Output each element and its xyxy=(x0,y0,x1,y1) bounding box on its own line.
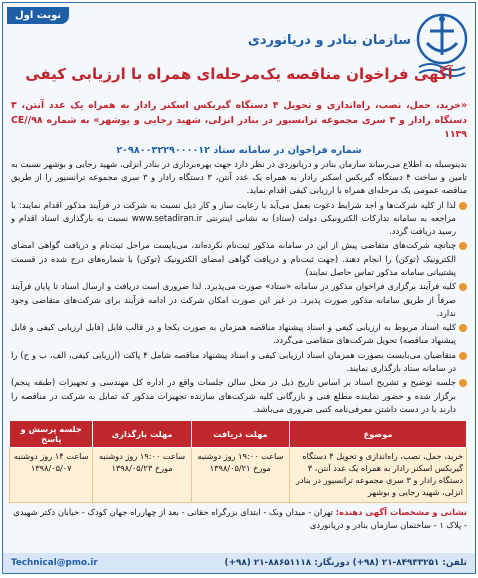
cell-upload-deadline: ساعت ۱۹:۰۰ روز دوشنبه مورخ ۱۳۹۸/۰۵/۲۳ xyxy=(93,448,191,503)
advertisement-page xyxy=(2,2,476,574)
list-item: کلیه فرآیند برگزاری فراخوان مذکور در سامانه «ستاد» صورت می‌پذیرد. لذا ضروری است دریافت و ارسال اسناد تا پایان فرآیند صرفاً از طریق سامانه مذکور صورت پذیرد. در غیر این صورت امکان شرکت در ادامه فرآیند برای شرکت‌های متقاضی وجود ندارد. xyxy=(11,280,467,320)
address-label: نشانی و مشخصات آگهی دهنده: xyxy=(335,506,467,517)
tender-number: شماره فراخوان در سامانه ستاد ۲۰۹۸۰۰۳۲۲۹۰۰۰۰۱۲ xyxy=(116,144,362,156)
header xyxy=(3,3,475,99)
list-item: متقاضیان می‌بایست بصورت همزمان اسناد ارزیابی کیفی و اسناد پیشنهاد مناقصه شامل ۴ پاکت (ارزیابی کیفی، الف، ب و ج) را در سامانه ستاد بارگذاری نمایند. xyxy=(11,349,467,376)
list-item: جلسه توضیح و تشریح اسناد بر اساس تاریخ ذیل در محل سالن جلسات واقع در اداره کل مهندسی و تجهیزات (طبقه پنجم) برگزار شده و حضور نماینده مطلع فنی و بازرگانی کلیه شرکت‌های سازنده تجهیزات مذکور که تمایل به شرکت در مناقصه را دارند با در دست داشتن معرفی‌نامه کتبی ضروری می‌باشد. xyxy=(11,376,467,416)
header-qa-meeting: جلسه پرسش و پاسخ xyxy=(10,421,93,448)
header-upload-deadline: مهلت بارگذاری xyxy=(93,421,191,448)
bullet-icon xyxy=(459,324,467,332)
phone-fax: تلفن: ۸۴۹۳۳۲۵۱-۲۱ (۹۸+) دورنگار: ۸۸۶۵۱۱۱۸-۲۱ (۹۸+) xyxy=(224,558,467,568)
bullet-icon xyxy=(459,283,467,291)
cell-qa-meeting: ساعت ۱۴ روز دوشنبه ۱۳۹۸/۰۵/۰۷ xyxy=(10,448,93,503)
bullet-icon xyxy=(459,379,467,387)
tender-subtitle: «خرید، حمل، نصب، راه‌اندازی و تحویل ۴ دستگاه گیربکس اسکنر رادار به همراه یک عدد آنتن، ۳ دستگاه رادار و ۳ سری مجموعه ترانسیور در بنادر انزلی، شهید رجایی و بوشهر» به شماره ۹۸/CE/۱۱۳۹ xyxy=(11,100,468,141)
table-row xyxy=(10,448,467,503)
organization-name: سازمان بنادر و دریانوردی xyxy=(247,33,411,48)
list-item: چنانچه شرکت‌های متقاضی پیش از این در سامانه مذکور ثبت‌نام نکرده‌اند، می‌بایست مراحل ثبت‌نام و دریافت گواهی امضای الکترونیک (توکن) را انجام دهند. (جهت ثبت‌نام و دریافت گواهی امضای الکترونیک (توکن) با شماره‌های درج شده در قسمت پشتیبانی سامانه مذکور تماس حاصل نمایند) xyxy=(11,239,467,279)
advertiser-address xyxy=(11,506,467,532)
address-text: تهران - میدان ونک - ابتدای بزرگراه حقانی - بعد از چهارراه جهان کودک - خیابان دکتر شهیدی - پلاک ۱ - ساختمان سازمان بنادر و دریانوردی xyxy=(13,506,467,530)
email-link[interactable]: Technical@pmo.ir xyxy=(11,558,98,568)
intro-paragraph: بدینوسیله به اطلاع می‌رساند سازمان بنادر و دریانوردی در نظر دارد جهت بهره‌برداری در بنادر انزلی، شهید رجایی و بوشهر نسبت به تامین و ساخت ۴ دستگاه گیربکس اسکنر رادار به همراه یک عدد آنتن، ۳ دستگاه رادار و ۳ سری مجموعه ترانسیور را از طریق مناقصه عمومی یک مرحله‌ای همراه با ارزیابی کیفی اقدام نماید. xyxy=(11,158,467,196)
header-receive-deadline: مهلت دریافت xyxy=(191,421,289,448)
bullet-icon xyxy=(459,202,467,210)
bullet-icon xyxy=(459,242,467,250)
page-title: آگهی فراخوان مناقصه یک‌مرحله‌ای همراه با ارزیابی کیفی xyxy=(25,65,453,83)
first-notice-badge: نوبت اول xyxy=(7,7,69,24)
schedule-table xyxy=(9,420,467,503)
header-subject: موضوع xyxy=(290,421,467,448)
bullet-icon xyxy=(459,352,467,360)
announcement-body xyxy=(11,158,467,416)
cell-subject: خرید، حمل، نصب، راه‌اندازی و تحویل ۴ دستگاه گیربکس اسکنر رادار به همراه یک عدد آنتن، ۳ دستگاه رادار و ۳ سری مجموعه ترانسیور در بنادر انزلی، شهید رجایی و بوشهر xyxy=(290,448,467,503)
list-item: کلیه اسناد مربوط به ارزیابی کیفی و اسناد پیشنهاد مناقصه همزمان به صورت یکجا و در قالب فایل (فایل ارزیابی کیفی و فایل پیشنهاد مناقصه) تحویل شرکت‌های متقاضی می‌گردد. xyxy=(11,321,467,348)
table-header-row xyxy=(10,421,467,448)
list-item: لذا از کلیه شرکت‌ها و اجد شرایط دعوت بعمل می‌آید با رعایت ساز و کار ذیل نسبت به شرکت در فرآیند مذکور اقدام نمایند: با مراجعه به سامانه تدارکات الکترونیکی دولت (ستاد) به نشانی اینترنتی www.setadiran.ir نسبت به بارگذاری اسناد اقدام و رسید دریافت گردد. xyxy=(11,199,467,239)
contact-footer xyxy=(3,553,475,573)
cell-receive-deadline: ساعت ۱۹:۰۰ روز دوشنبه مورخ ۱۳۹۸/۰۵/۲۱ xyxy=(191,448,289,503)
